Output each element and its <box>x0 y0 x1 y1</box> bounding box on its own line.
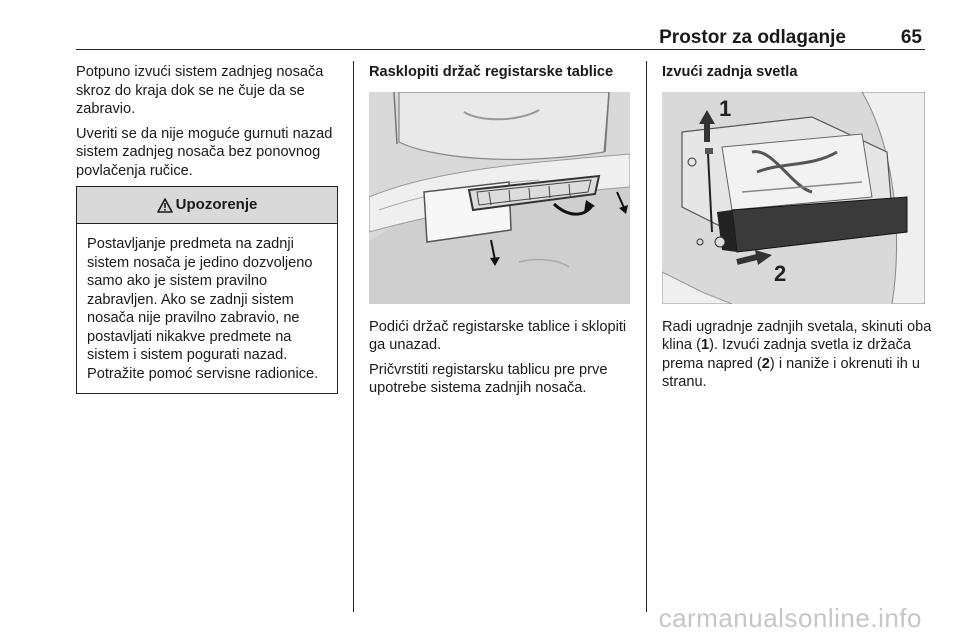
column-2 <box>369 63 635 404</box>
column-divider-1 <box>353 61 354 612</box>
callout-ref-1: 1 <box>700 337 710 353</box>
callout-2: 2 <box>774 260 787 286</box>
callout-1: 1 <box>719 95 732 121</box>
paragraph: Pričvrstiti registarsku tablicu pre prve upotrebe sistema zadnjih nosača. <box>369 361 608 396</box>
text-fragment: ). Izvući zadnja svetla iz držača prema napred ( <box>662 337 912 372</box>
figure-license-plate-holder <box>369 92 630 304</box>
section-heading: Rasklopiti držač registarske tablice <box>369 64 614 80</box>
warning-box <box>76 186 338 394</box>
column-divider-2 <box>646 61 647 612</box>
warning-title: Upozorenje <box>175 195 258 213</box>
figure-rear-lights <box>662 92 925 304</box>
page-header-title: Prostor za odlaganje <box>659 27 846 48</box>
text-fragment: Radi ugradnje zadnjih svetala, skinuti oba klina ( <box>662 318 932 353</box>
warning-text: Postavljanje predmeta na zadnji sistem nosača je jedino dozvoljeno samo ako je sistem pravilno zabravljen. Ako se zadnji sistem nosača nije pravilno zabravio, ne postavljati nikakve predmete na sistem i sistem pogurati nazad. Potražite pomoć servisne radionice. <box>87 236 319 382</box>
column-1 <box>76 63 342 394</box>
paragraph: Podići držač registarske tablice i sklopiti ga unazad. <box>369 318 627 353</box>
paragraph: Potpuno izvući sistem zadnjeg nosača skroz do kraja dok se ne čuje da se zabravio. <box>76 64 324 117</box>
warning-header <box>77 187 337 224</box>
page-number: 65 <box>900 27 922 48</box>
warning-triangle-icon <box>157 198 173 213</box>
section-heading: Izvući zadnja svetla <box>662 64 798 80</box>
paragraph: Uveriti se da nije moguće gurnuti nazad sistem zadnjeg nosača bez ponovnog povlačenja ručice. <box>76 125 333 179</box>
text-fragment: ) i naniže i okrenuti ih u stranu. <box>662 355 920 390</box>
callout-ref-2: 2 <box>761 355 770 372</box>
watermark: carmanualsonline.info <box>658 603 922 633</box>
column-3 <box>662 63 932 398</box>
header-rule <box>76 49 925 50</box>
paragraph <box>662 318 932 392</box>
